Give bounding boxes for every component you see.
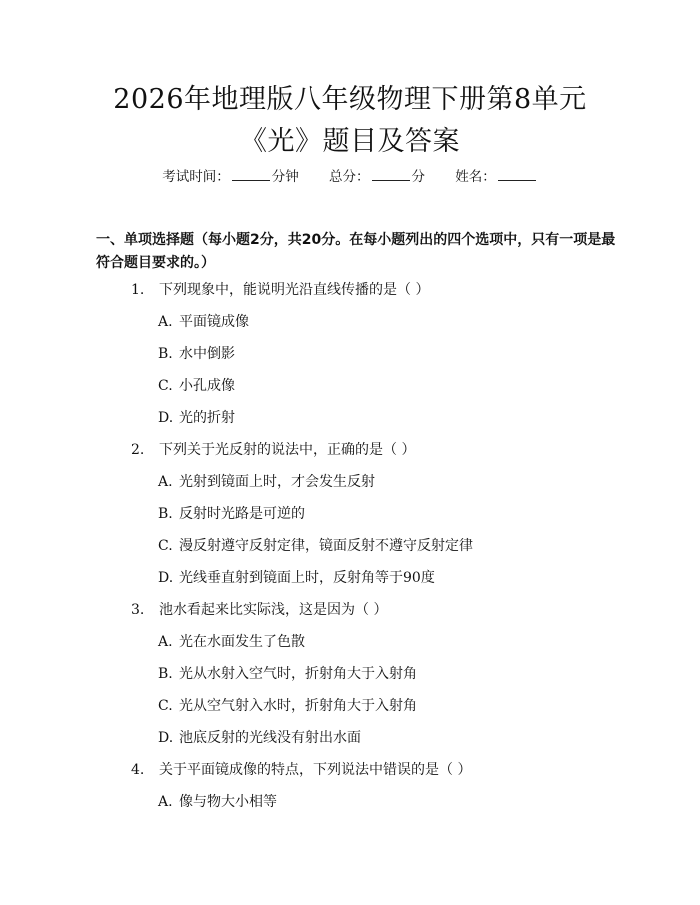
option-letter: C. — [158, 698, 173, 714]
question-3 — [131, 601, 387, 619]
total-score-unit: 分 — [411, 169, 425, 185]
option-1a — [158, 313, 249, 331]
option-text: 水中倒影 — [179, 346, 235, 362]
option-text: 光的折射 — [179, 410, 235, 426]
option-letter: A. — [158, 474, 173, 490]
option-text: 像与物大小相等 — [179, 794, 277, 810]
option-text: 光线垂直射到镜面上时，反射角等于90度 — [179, 570, 435, 586]
option-text: 光射到镜面上时，才会发生反射 — [179, 474, 375, 490]
option-2d — [158, 569, 435, 587]
option-text: 池底反射的光线没有射出水面 — [179, 730, 361, 746]
option-3b — [158, 665, 417, 683]
document-title-line1: 2026年地理版八年级物理下册第8单元 — [113, 84, 587, 115]
option-4a — [158, 793, 277, 811]
question-4 — [131, 761, 471, 779]
exam-time — [162, 168, 299, 186]
total-score-label: 总分： — [329, 169, 370, 185]
option-2a — [158, 473, 375, 491]
student-name — [455, 168, 538, 186]
exam-time-label: 考试时间： — [162, 169, 230, 185]
student-name-blank — [498, 168, 536, 181]
option-letter: C. — [158, 378, 173, 394]
option-text: 小孔成像 — [179, 378, 235, 394]
question-text: 关于平面镜成像的特点，下列说法中错误的是（ ） — [159, 762, 472, 778]
option-1c — [158, 377, 235, 395]
exam-time-blank — [232, 168, 270, 181]
exam-time-unit: 分钟 — [271, 169, 299, 185]
option-letter: D. — [158, 410, 174, 426]
option-3c — [158, 697, 417, 715]
question-text: 池水看起来比实际浅，这是因为（ ） — [159, 602, 388, 618]
question-number: 2. — [131, 442, 145, 458]
question-number: 1. — [131, 282, 145, 298]
option-letter: C. — [158, 538, 173, 554]
option-text: 漫反射遵守反射定律，镜面反射不遵守反射定律 — [179, 538, 473, 554]
question-1 — [131, 281, 429, 299]
option-3a — [158, 633, 305, 651]
student-name-label: 姓名： — [455, 169, 496, 185]
option-letter: A. — [158, 314, 173, 330]
option-2c — [158, 537, 473, 555]
option-letter: A. — [158, 634, 173, 650]
option-text: 光从空气射入水时，折射角大于入射角 — [179, 698, 417, 714]
question-2 — [131, 441, 415, 459]
option-2b — [158, 505, 305, 523]
question-number: 3. — [131, 602, 145, 618]
option-1b — [158, 345, 235, 363]
question-number: 4. — [131, 762, 145, 778]
total-score — [329, 168, 425, 186]
option-text: 反射时光路是可逆的 — [179, 506, 305, 522]
exam-meta — [0, 168, 700, 186]
option-letter: B. — [158, 666, 173, 682]
option-letter: D. — [158, 570, 174, 586]
question-text: 下列关于光反射的说法中，正确的是（ ） — [159, 442, 416, 458]
document-title-line2: 《光》题目及答案 — [240, 126, 460, 157]
option-text: 光在水面发生了色散 — [179, 634, 305, 650]
option-letter: D. — [158, 730, 174, 746]
option-text: 平面镜成像 — [179, 314, 249, 330]
section-heading: 一、单项选择题（每小题2分，共20分。在每小题列出的四个选项中，只有一项是最符合题目要求的。） — [96, 232, 616, 271]
option-text: 光从水射入空气时，折射角大于入射角 — [179, 666, 417, 682]
total-score-blank — [372, 168, 410, 181]
question-text: 下列现象中，能说明光沿直线传播的是（ ） — [159, 282, 430, 298]
option-3d — [158, 729, 361, 747]
option-letter: B. — [158, 346, 173, 362]
option-1d — [158, 409, 235, 427]
option-letter: A. — [158, 794, 173, 810]
option-letter: B. — [158, 506, 173, 522]
